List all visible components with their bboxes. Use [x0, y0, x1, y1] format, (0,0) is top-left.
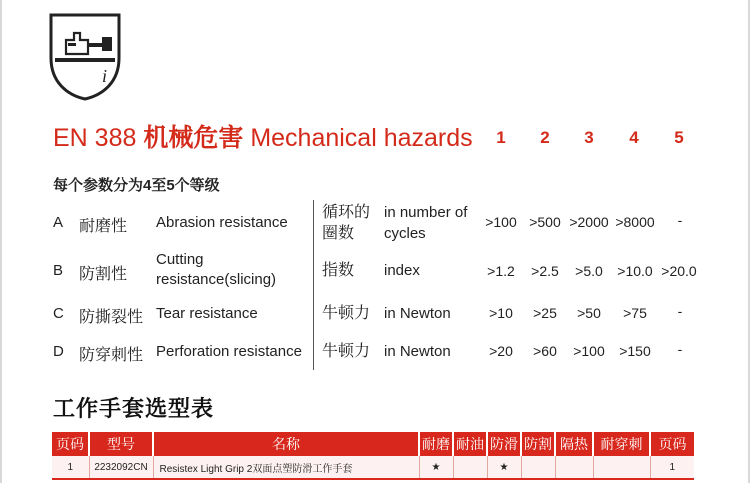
header-heat: 隔热 [555, 432, 593, 456]
header-puncture: 耐穿刺 [593, 432, 650, 456]
row-zh-name: 防割性 [79, 266, 128, 283]
cell-model: 2232092CN [89, 456, 153, 479]
row-value-5: - [677, 303, 683, 319]
cell-page-2: 1 [650, 456, 694, 479]
header-page: 页码 [52, 432, 89, 456]
row-value-3: >5.0 [575, 263, 603, 279]
level-header-2: 2 [540, 128, 550, 147]
selection-table-title: 工作手套选型表 [53, 396, 215, 421]
row-value-1: >1.2 [487, 263, 515, 279]
level-header-1: 1 [496, 128, 506, 147]
row-value-3: >50 [577, 305, 601, 321]
hazard-row-b [0, 250, 750, 290]
row-value-4: >75 [623, 305, 647, 321]
row-value-1: >100 [485, 214, 517, 230]
row-letter: D [53, 343, 64, 360]
hazard-title-text [53, 122, 473, 154]
row-value-4: >8000 [615, 214, 655, 230]
hazard-row-a [0, 202, 750, 242]
row-value-2: >25 [533, 305, 557, 321]
row-value-5: - [677, 341, 683, 357]
svg-text:i: i [102, 66, 108, 86]
table-row[interactable] [52, 456, 694, 479]
row-unit: in number of cycles [384, 204, 468, 242]
header-grip: 防滑 [487, 432, 521, 456]
row-test-zh: 牛顿力 [322, 305, 371, 322]
cell-page: 1 [52, 456, 89, 479]
row-test-zh: 循环的 圈数 [322, 204, 371, 242]
hazard-row-c [0, 302, 750, 342]
row-value-4: >10.0 [617, 263, 653, 279]
row-value-2: >2.5 [531, 263, 559, 279]
cell-abrasion-star: ★ [419, 456, 453, 479]
row-test-zh: 指数 [322, 262, 355, 279]
level-header-5: 5 [674, 128, 684, 147]
row-zh-name: 防穿刺性 [79, 347, 144, 364]
row-unit: index [384, 262, 420, 279]
en388-hammer-shield-icon [48, 12, 122, 102]
row-value-1: >10 [489, 305, 513, 321]
cell-grip-star: ★ [487, 456, 521, 479]
cell-oil [453, 456, 487, 479]
level-header-4: 4 [629, 128, 639, 147]
level-header-3: 3 [584, 128, 594, 147]
row-zh-name: 防撕裂性 [79, 309, 144, 326]
row-zh-name: 耐磨性 [79, 218, 128, 235]
row-en-name: Cutting resistance(slicing) [156, 251, 277, 288]
row-en-name: Perforation resistance [156, 343, 302, 360]
cell-name: Resistex Light Grip 2双面点塑防滑工作手套 [153, 456, 419, 479]
row-value-3: >2000 [569, 214, 609, 230]
header-oil: 耐油 [453, 432, 487, 456]
cell-heat [555, 456, 593, 479]
row-test-zh: 牛顿力 [322, 343, 371, 360]
hazard-row-d [0, 340, 750, 380]
row-value-5: >20.0 [661, 263, 697, 279]
title-en: Mechanical hazards [250, 124, 473, 152]
row-value-5: - [677, 212, 683, 228]
title-zh: 机械危害 [143, 124, 244, 152]
glove-selection-table [52, 432, 694, 480]
header-model: 型号 [89, 432, 153, 456]
row-letter: C [53, 305, 64, 322]
row-value-2: >500 [529, 214, 561, 230]
table-header-row [52, 432, 694, 456]
row-letter: B [53, 262, 64, 279]
header-cut: 防割 [521, 432, 555, 456]
header-name: 名称 [153, 432, 419, 456]
row-value-3: >100 [573, 343, 605, 359]
row-unit: in Newton [384, 305, 451, 322]
row-en-name: Tear resistance [156, 305, 258, 322]
hazard-title [53, 118, 743, 158]
levels-subtitle: 每个参数分为4至5个等级 [53, 177, 220, 194]
title-en-code: EN 388 [53, 124, 137, 152]
cell-cut [521, 456, 555, 479]
cell-puncture [593, 456, 650, 479]
header-abrasion: 耐磨 [419, 432, 453, 456]
row-value-2: >60 [533, 343, 557, 359]
row-letter: A [53, 214, 64, 231]
row-en-name: Abrasion resistance [156, 214, 288, 231]
header-page-2: 页码 [650, 432, 694, 456]
row-unit: in Newton [384, 343, 451, 360]
row-value-1: >20 [489, 343, 513, 359]
row-value-4: >150 [619, 343, 651, 359]
